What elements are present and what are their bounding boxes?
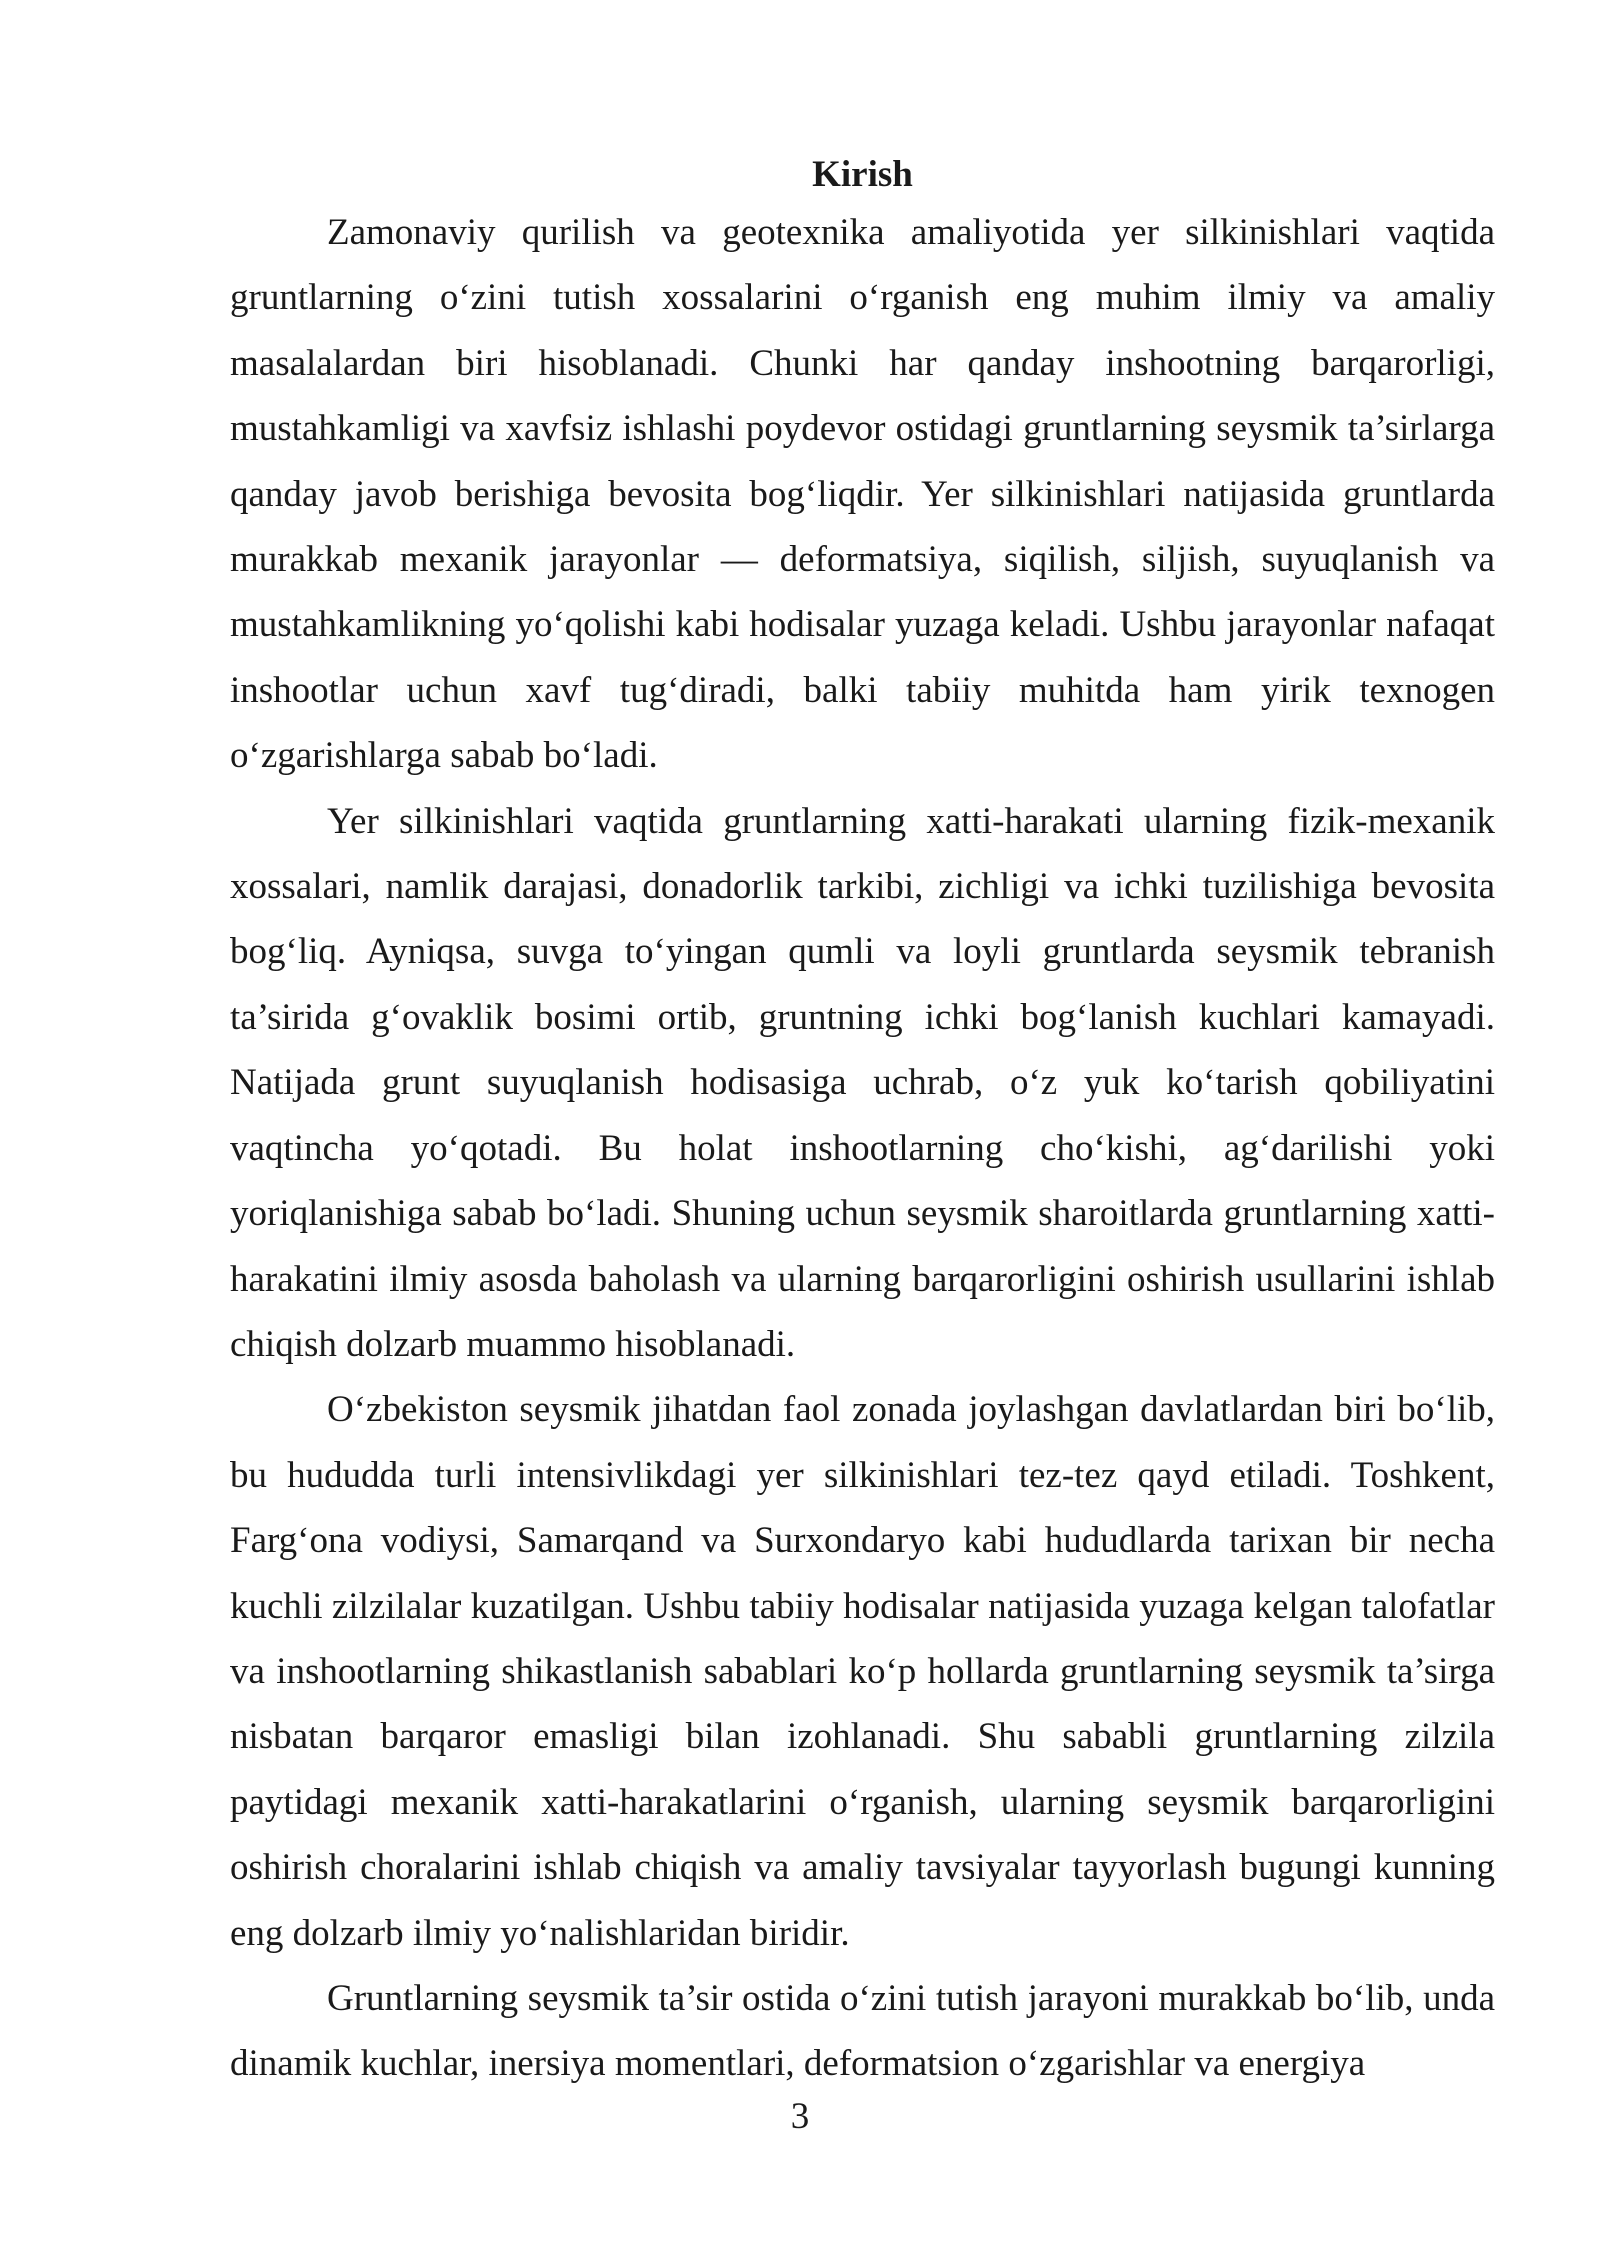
paragraph-3: O‘zbekiston seysmik jihatdan faol zonada joylashgan davlatlardan biri bo‘lib, bu hududda turli intensivlikdagi yer silkinishlari tez-tez qayd etiladi. Toshkent, Farg‘ona vodiysi, Samarqand va Surxondaryo kabi hududlarda tarixan bir necha kuchli zilzilalar kuzatilgan. Ushbu tabiiy hodisalar natijasida yuzaga kelgan talofatlar va inshootlarning shikastlanish sabablari ko‘p hollarda gruntlarning seysmik ta’sirga nisbatan barqaror emasligi bilan izohlanadi. Shu sababli gruntlarning zilzila paytidagi mexanik xatti-harakatlarini o‘rganish, ularning seysmik barqarorligini oshirish choralarini ishlab chiqish va amaliy tavsiyalar tayyorlash bugungi kunning eng dolzarb ilmiy yo‘nalishlaridan biridir. bbox=[230, 1389, 1495, 1954]
page-number: 3 bbox=[790, 2096, 810, 2137]
paragraph-1: Zamonaviy qurilish va geotexnika amaliyotida yer silkinishlari vaqtida gruntlarning o‘zini tutish xossalarini o‘rganish eng muhim ilmiy va amaliy masalalardan biri hisoblanadi. Chunki har qanday inshootning barqarorligi, mustahkamligi va xavfsiz ishlashi poydevor ostidagi gruntlarning seysmik ta’sirlarga qanday javob berishiga bevosita bog‘liqdir. Yer silkinishlari natijasida gruntlarda murakkab mexanik jarayonlar — deformatsiya, siqilish, siljish, suyuqlanish va mustahkamlikning yo‘qolishi kabi hodisalar yuzaga keladi. Ushbu jarayonlar nafaqat inshootlar uchun xavf tug‘diradi, balki tabiiy muhitda ham yirik texnogen o‘zgarishlarga sabab bo‘ladi. bbox=[230, 212, 1495, 777]
section-title: Kirish bbox=[812, 154, 913, 195]
paragraph-2: Yer silkinishlari vaqtida gruntlarning xatti-harakati ularning fizik-mexanik xossalari, namlik darajasi, donadorlik tarkibi, zichligi va ichki tuzilishiga bevosita bog‘liq. Ayniqsa, suvga to‘yingan qumli va loyli gruntlarda seysmik tebranish ta’sirida g‘ovaklik bosimi ortib, gruntning ichki bog‘lanish kuchlari kamayadi. Natijada grunt suyuqlanish hodisasiga uchrab, o‘z yuk ko‘tarish qobiliyatini vaqtincha yo‘qotadi. Bu holat inshootlarning cho‘kishi, ag‘darilishi yoki yoriqlanishiga sabab bo‘ladi. Shuning uchun seysmik sharoitlarda gruntlarning xatti-harakatini ilmiy asosda baholash va ularning barqarorligini oshirish usullarini ishlab chiqish dolzarb muammo hisoblanadi. bbox=[230, 800, 1495, 1365]
page-content bbox=[230, 150, 1495, 2097]
paragraph-4: Gruntlarning seysmik ta’sir ostida o‘zini tutish jarayoni murakkab bo‘lib, unda dinamik kuchlar, inersiya momentlari, deformatsion o‘zgarishlar va energiya bbox=[230, 1977, 1495, 2085]
